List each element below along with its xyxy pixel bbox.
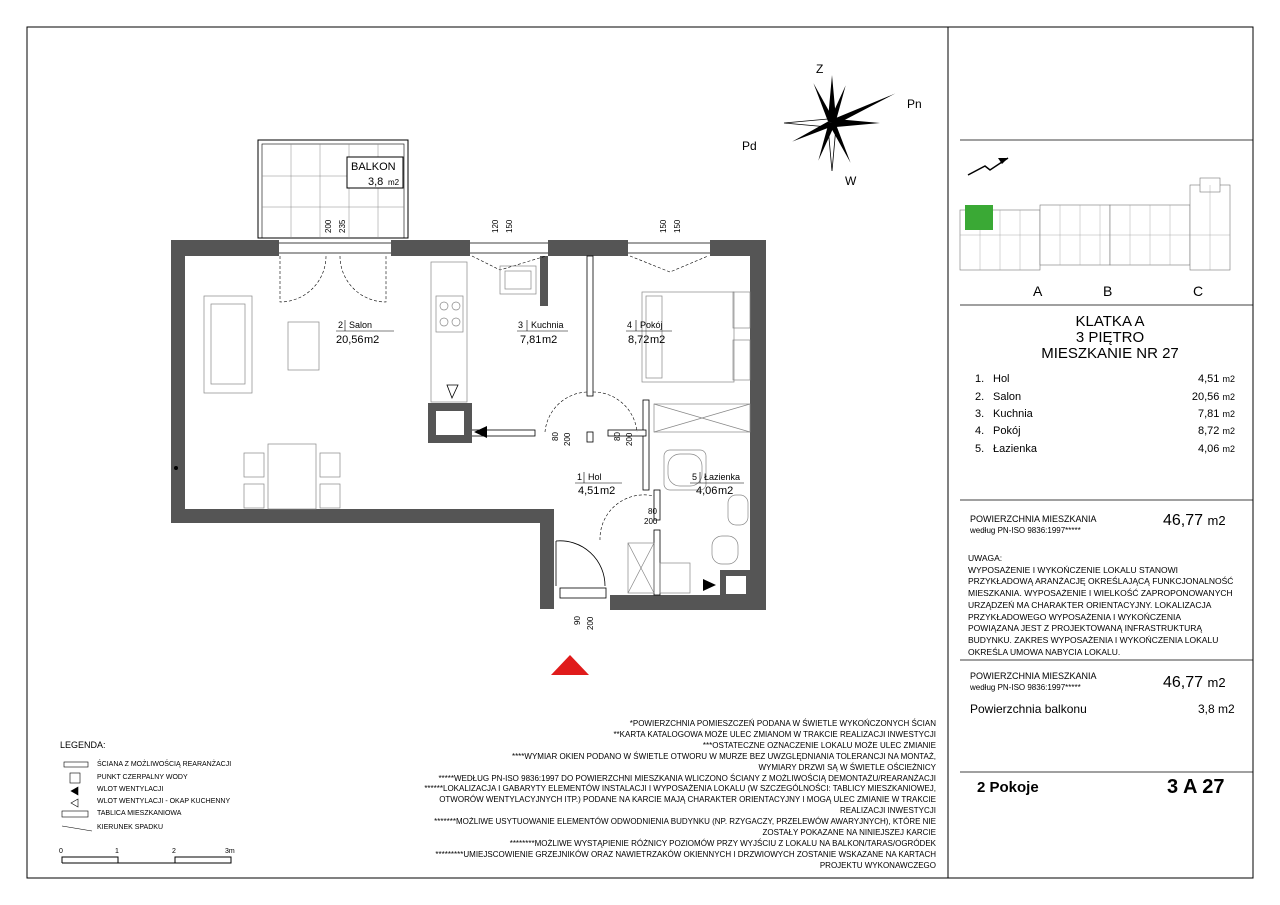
list-item: 2. Salon 20,56 m2 — [975, 391, 1235, 403]
compass-north-label: Z — [816, 62, 824, 76]
svg-text:8,72: 8,72 — [628, 334, 650, 346]
rooms-count: 2 Pokoje — [977, 779, 1039, 796]
svg-text:1: 1 — [115, 848, 119, 855]
compass-rose — [774, 54, 915, 182]
legend-title: LEGENDA: — [60, 740, 106, 750]
legend-item: KIERUNEK SPADKU — [97, 824, 163, 831]
footnotes: *POWIERZCHNIA POMIESZCZEŃ PODANA W ŚWIETLE WYKOŃCZONYCH ŚCIAN **KARTA KATALOGOWA MOŻE ULEC ZMIANOM W TRAKCIE REALIZACJI INWESTYCJI ***OSTATECZNE OZNACZENIE LOKALU MOŻE ULEC ZMIANIE ****WYMIAR OKIEN PODANO W ŚWIETLE OTWORU W MURZE BEZ UWZGLĘDNIANIA TOLERANCJI NA MONTAŻ, WYMIARY DRZWI SĄ W ŚWIETLE OŚCIEŻNICY *****WEDŁUG PN-ISO 9836:1997 DO POWIERZCHNI MIESZKANIA WLICZONO ŚCIANY Z MOŻLIWOŚCIĄ DEMONTAŻU/REARANŻACJI ******LOKALIZACJA I GABARYTY ELEMENTÓW INSTALACJI I WYPOSAŻENIA LOKALU (W SZCZEGÓLNOŚCI: TABLICY MIESZKANIOWEJ, OTWORÓW WENTYLACYJNYCH ITP.) PODANE NA KARCIE MAJĄ CHARAKTER ORIENTACYJNY I MOGĄ ULEC ZMIANIE W TRAKCIE REALIZACJI INWESTYCJI *******MOŻLIWE USYTUOWANIE ELEMENTÓW ODWODNIENIA BUDYNKU (NP. RZYGACZY, PRZELEWÓW AWARYJNYCH), KTÓRE NIE ZOSTAŁY POKAZANE NA NINIEJSZEJ KARCIE ********MOŻLIWE WYSTĄPIENIE RÓŻNICY POZIOMÓW PRZY WYJŚCIU Z LOKALU NA BALKON/TARAS/OGRÓDEK *********UMIEJSCOWIENIE GRZEJNIKÓW ORAZ NAWIETRZAKÓW OKIENNYCH I DRZWIOWYCH ZOSTANIE WSKAZANE NA KARTACH PROJEKTU WYKONAWCZEGO — [424, 719, 936, 870]
balcony-area-unit: m2 — [388, 178, 400, 187]
kitchen-counter — [431, 262, 536, 402]
room-label-kitchen — [517, 320, 568, 346]
balcony — [258, 140, 408, 238]
svg-text:1: 1 — [577, 472, 583, 482]
legend-symbols — [62, 762, 92, 831]
dim-bath-door-height: 200 — [644, 517, 658, 526]
svg-text:2: 2 — [172, 848, 176, 855]
legend-item: TABLICA MIESZKANIOWA — [97, 810, 182, 817]
dim-kitchen-door-height: 200 — [563, 432, 572, 446]
interior-walls — [470, 256, 660, 595]
area-standard: według PN-ISO 9836:1997***** — [970, 526, 1081, 535]
window-swings — [280, 256, 708, 302]
notes: UWAGA: WYPOSAŻENIE I WYKOŃCZENIE LOKALU STANOWI PRZYKŁADOWĄ ARANŻACJĘ OKREŚLAJĄCĄ FUNKCJONALNOŚĆ MIESZKANIA. WYPOSAŻENIE I WIELKOŚĆ ZAPROPONOWANYCH URZĄDZEŃ MA CHARAKTER ORIENTACYJNY. LOKALIZACJA PRZYKŁADOWEGO WYPOSAŻENIA I WYKOŃCZENIA POWIĄZANA JEST Z PROJEKTOWANĄ INFRASTRUKTURĄ BUDYNKU. ZAKRES WYPOSAŻENIA I WYKOŃCZENIA LOKALU OKREŚLA UMOWA NABYCIA LOKALU. — [968, 553, 1234, 657]
dim-bedroom-width: 150 — [659, 219, 668, 233]
svg-text:20,56: 20,56 — [336, 334, 364, 346]
svg-text:3: 3 — [518, 320, 524, 330]
dim-bedroom-height: 150 — [673, 219, 682, 233]
section-a-label: A — [1033, 283, 1043, 299]
balcony-area: 3,8 — [368, 176, 384, 188]
balcony-area-value: 3,8 m2 — [1198, 702, 1235, 716]
compass-south-label: W — [845, 174, 857, 188]
area-standard-2: według PN-ISO 9836:1997***** — [970, 683, 1081, 692]
list-item: 4. Pokój 8,72 m2 — [975, 425, 1235, 437]
vent-shaft-bathroom — [703, 570, 752, 597]
room-labels — [336, 320, 744, 497]
room-label-hall — [575, 472, 622, 497]
list-item: 3. Kuchnia 7,81 m2 — [975, 408, 1235, 420]
list-item: 1. Hol 4,51 m2 — [975, 373, 1235, 385]
dim-kitchen-door-width: 80 — [551, 432, 560, 441]
dim-kitchen-width: 120 — [491, 219, 500, 233]
svg-text:m2: m2 — [718, 485, 734, 497]
scale-bar — [62, 857, 231, 863]
wall-marker — [174, 466, 178, 470]
section-c-label: C — [1193, 283, 1204, 299]
list-item: 5. Łazienka 4,06 m2 — [975, 443, 1235, 455]
svg-text:0: 0 — [59, 848, 63, 855]
svg-text:m2: m2 — [364, 334, 380, 346]
apartment-code: 3 A 27 — [1167, 776, 1225, 798]
svg-text:Hol: Hol — [588, 472, 602, 482]
dim-bath-door-width: 80 — [648, 507, 657, 516]
dim-bedroom-door-height: 200 — [625, 432, 634, 446]
legend-item: PUNKT CZERPALNY WODY — [97, 774, 188, 781]
svg-text:3m: 3m — [225, 848, 235, 855]
entrance-arrow-icon — [551, 655, 589, 675]
svg-text:m2: m2 — [542, 334, 558, 346]
dim-salon-height: 235 — [338, 219, 347, 233]
svg-text:4: 4 — [627, 320, 633, 330]
compass-west-label: Pd — [742, 139, 757, 153]
room-label-bedroom — [626, 320, 672, 346]
dim-entry-door-height: 200 — [586, 616, 595, 630]
svg-text:5: 5 — [692, 472, 698, 482]
area-value: 46,77 m2 — [1163, 512, 1226, 529]
area-value-2: 46,77 m2 — [1163, 674, 1226, 691]
area-label-2: POWIERZCHNIA MIESZKANIA — [970, 671, 1097, 681]
svg-text:Kuchnia: Kuchnia — [531, 320, 564, 330]
room-label-salon — [336, 320, 394, 346]
svg-text:Salon: Salon — [349, 320, 373, 330]
svg-text:4,51: 4,51 — [578, 485, 600, 497]
svg-text:2: 2 — [338, 320, 344, 330]
room-label-bathroom — [690, 472, 744, 497]
legend-item: ŚCIANA Z MOŻLIWOŚCIĄ REARANŻACJI — [97, 761, 232, 768]
window-openings — [279, 243, 710, 253]
section-b-label: B — [1103, 283, 1113, 299]
dim-kitchen-height: 150 — [505, 219, 514, 233]
legend-item: WLOT WENTYLACJI — [97, 786, 164, 793]
svg-text:Pokój: Pokój — [640, 320, 663, 330]
legend-item: WLOT WENTYLACJI - OKAP KUCHENNY — [97, 798, 231, 805]
entry-door — [556, 541, 606, 598]
area-label: POWIERZCHNIA MIESZKANIA — [970, 514, 1097, 524]
svg-text:Łazienka: Łazienka — [704, 472, 741, 482]
balcony-label: BALKON — [351, 161, 396, 173]
svg-text:7,81: 7,81 — [520, 334, 542, 346]
dim-entry-door-width: 90 — [573, 616, 582, 625]
dim-salon-width: 200 — [324, 219, 333, 233]
balcony-area-label: Powierzchnia balkonu — [970, 702, 1087, 716]
door-swings — [545, 392, 654, 540]
key-plan-highlight — [965, 205, 993, 230]
svg-text:4,06: 4,06 — [696, 485, 718, 497]
svg-text:m2: m2 — [600, 485, 616, 497]
scale-labels — [59, 848, 235, 855]
key-plan — [960, 140, 1253, 305]
header-floor: 3 PIĘTRO — [1075, 329, 1145, 346]
salon-furniture — [204, 296, 340, 509]
dim-bedroom-door-width: 80 — [613, 432, 622, 441]
header-stairwell: KLATKA A — [1075, 313, 1145, 330]
compass-east-label: Pn — [907, 97, 922, 111]
svg-text:m2: m2 — [650, 334, 666, 346]
header-apartment: MIESZKANIE NR 27 — [1041, 345, 1179, 362]
